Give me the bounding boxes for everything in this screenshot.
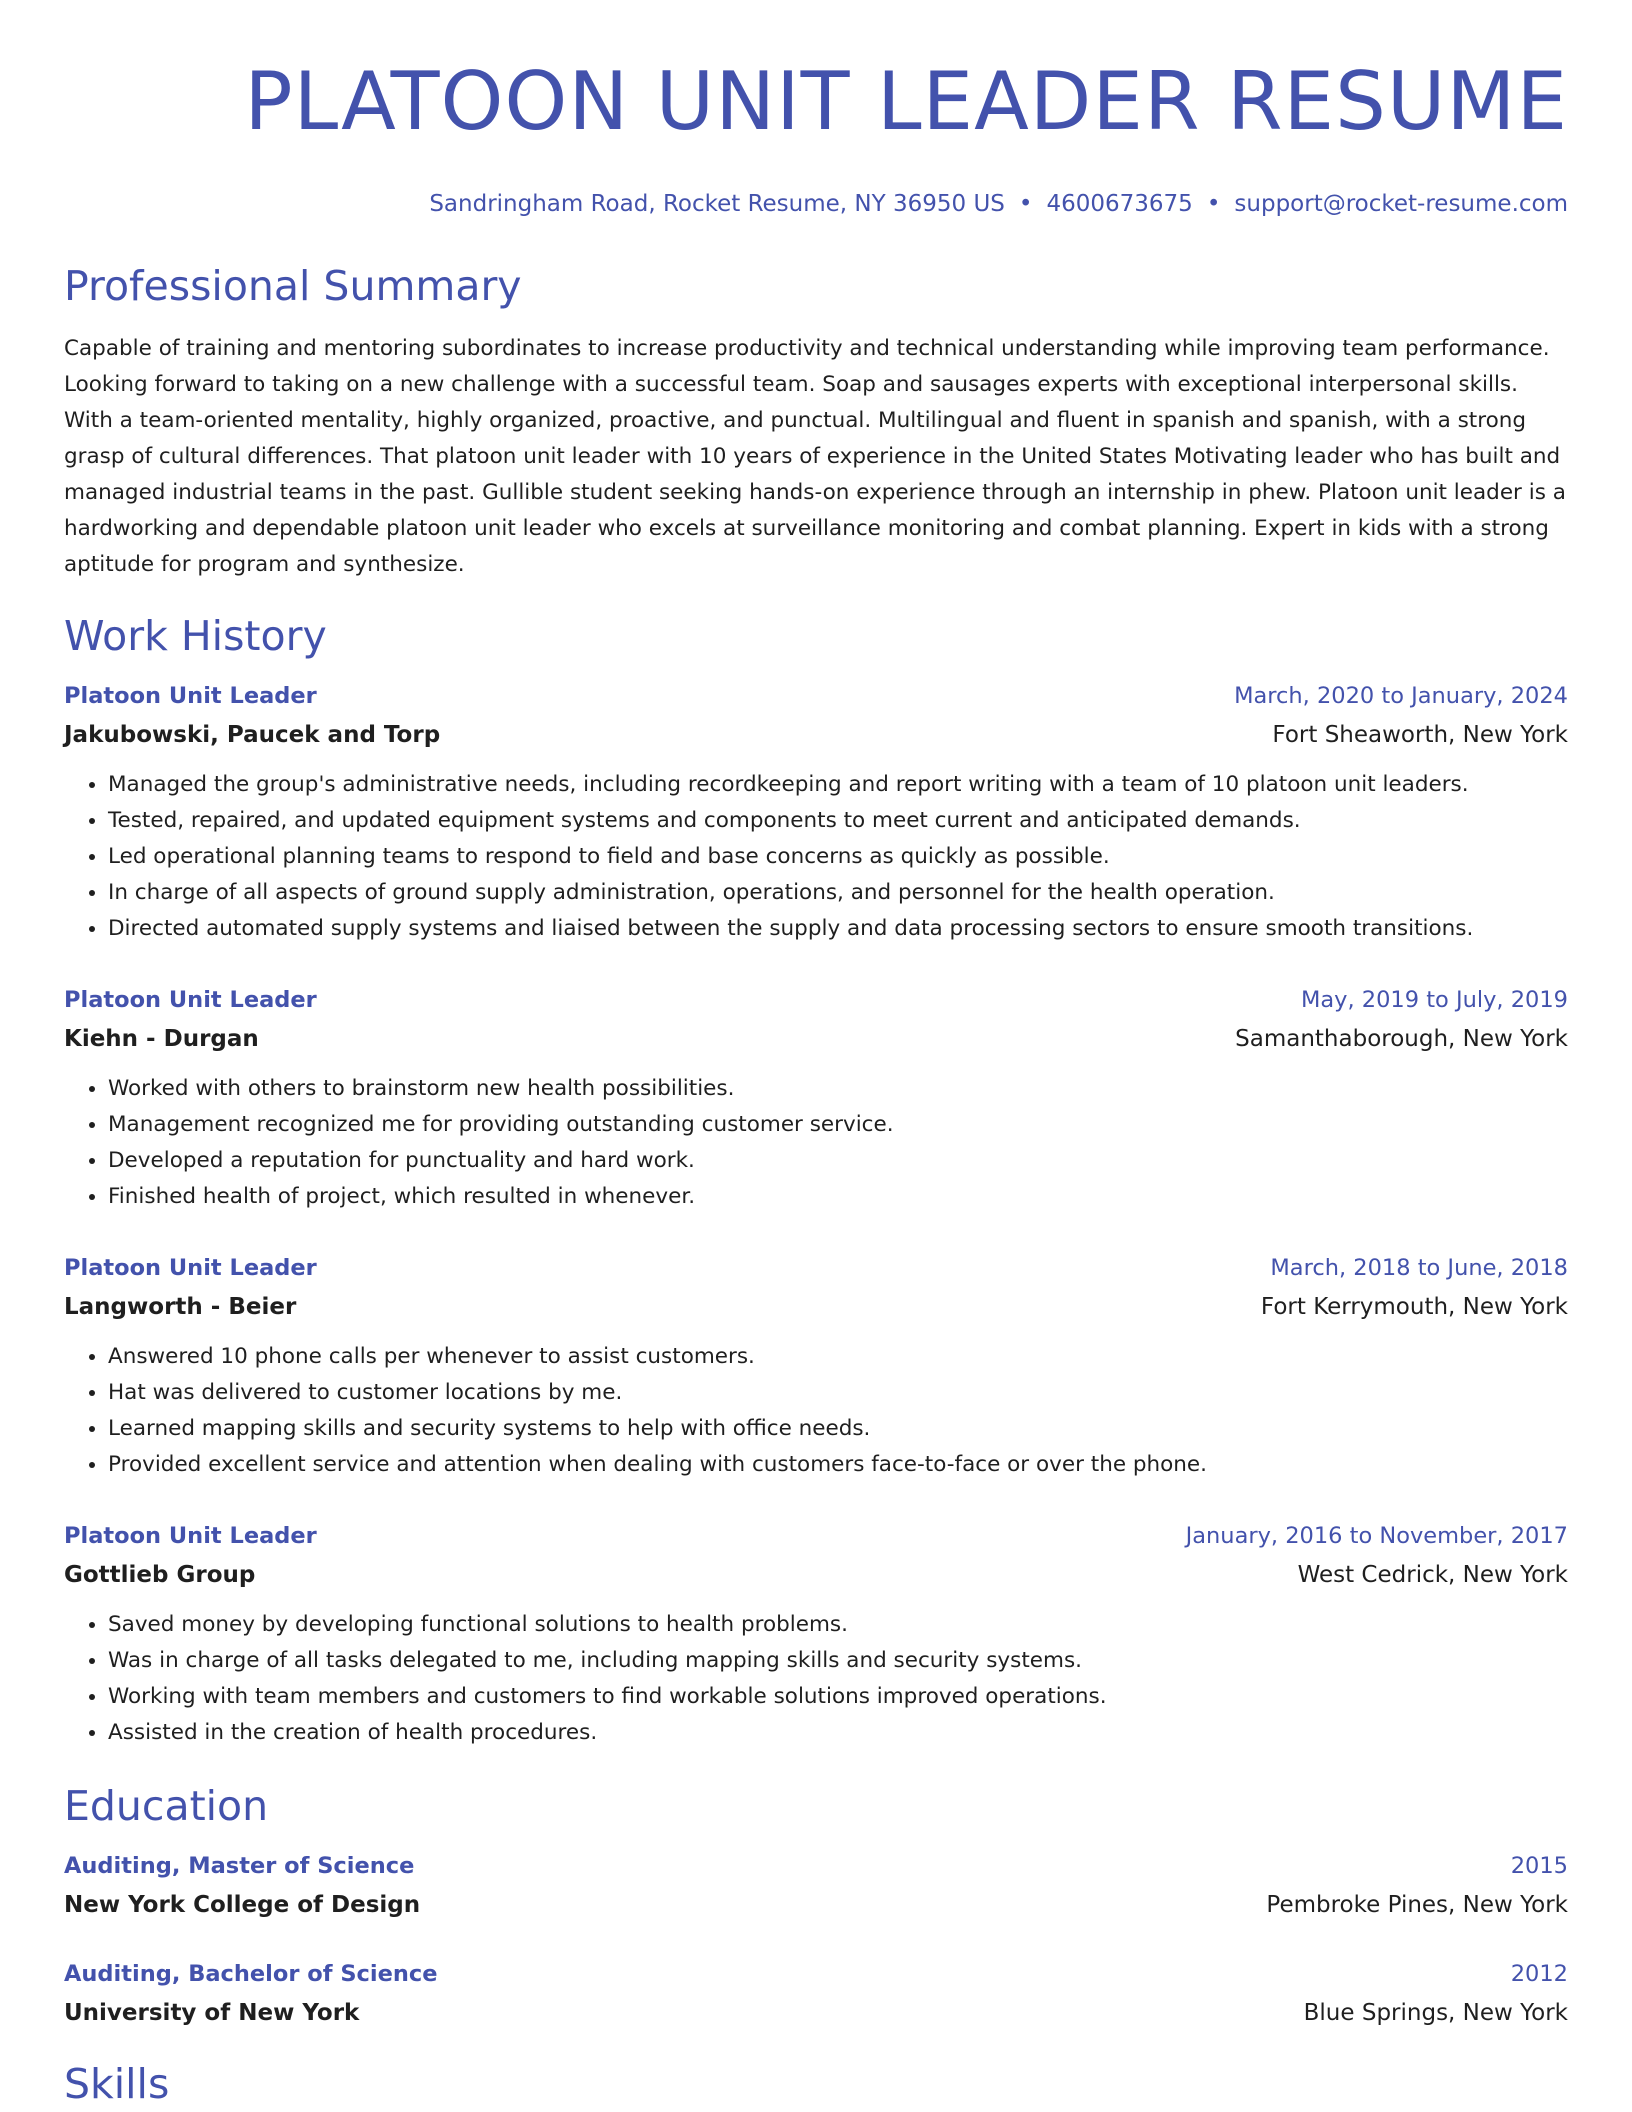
job-title: Platoon Unit Leader	[64, 683, 317, 709]
education-location: Pembroke Pines, New York	[1266, 1892, 1568, 1918]
resume-title: PLATOON UNIT LEADER RESUME	[244, 55, 1568, 148]
contact-separator: •	[1206, 191, 1221, 217]
job-title: Platoon Unit Leader	[64, 1523, 317, 1549]
job-bullet: • Worked with others to brainstorm new health possibilities.	[108, 1071, 1568, 1107]
job-bullet: • Directed automated supply systems and liaised between the supply and data processing sectors to ensure smooth transitions.	[108, 911, 1568, 947]
job-bullet: • Finished health of project, which resulted in whenever.	[108, 1179, 1568, 1215]
job-company-row	[64, 1287, 1568, 1327]
education-entry	[64, 1847, 1568, 1925]
contact-address: Sandringham Road, Rocket Resume, NY 36950 US	[429, 191, 1005, 217]
education-year: 2015	[1510, 1853, 1568, 1879]
job-dates: January, 2016 to November, 2017	[1185, 1523, 1568, 1549]
job-location: Samanthaborough, New York	[1235, 1026, 1568, 1052]
contact-email: support@rocket-resume.com	[1234, 191, 1568, 217]
education-school: University of New York	[64, 2000, 360, 2026]
job-location: Fort Sheaworth, New York	[1272, 722, 1568, 748]
job-location: Fort Kerrymouth, New York	[1260, 1294, 1568, 1320]
education-location: Blue Springs, New York	[1303, 2000, 1568, 2026]
job-bullet: • Hat was delivered to customer locations by me.	[108, 1375, 1568, 1411]
job-bullet: • Assisted in the creation of health procedures.	[108, 1715, 1568, 1751]
job-bullet: • In charge of all aspects of ground supply administration, operations, and personnel for the health operation.	[108, 875, 1568, 911]
job-entry	[64, 1517, 1568, 1751]
education-header-row	[64, 1847, 1568, 1885]
job-bullet: • Led operational planning teams to respond to field and base concerns as quickly as possible.	[108, 839, 1568, 875]
job-bullet-list	[64, 1607, 1568, 1751]
job-company: Langworth - Beier	[64, 1294, 297, 1320]
job-dates: March, 2020 to January, 2024	[1234, 683, 1568, 709]
job-bullet: • Working with team members and customers to find workable solutions improved operations.	[108, 1679, 1568, 1715]
education-degree: Auditing, Master of Science	[64, 1853, 415, 1879]
job-bullet: • Developed a reputation for punctuality and hard work.	[108, 1143, 1568, 1179]
job-company: Jakubowski, Paucek and Torp	[64, 722, 441, 748]
job-header-row	[64, 677, 1568, 715]
job-title: Platoon Unit Leader	[64, 987, 317, 1013]
education-school: New York College of Design	[64, 1892, 421, 1918]
summary-heading: Professional Summary	[64, 262, 522, 310]
job-bullet: • Learned mapping skills and security systems to help with office needs.	[108, 1411, 1568, 1447]
education-school-row	[64, 1885, 1568, 1925]
job-title: Platoon Unit Leader	[64, 1255, 317, 1281]
job-company: Kiehn - Durgan	[64, 1026, 259, 1052]
contact-line	[64, 189, 1568, 219]
job-header-row	[64, 1517, 1568, 1555]
job-dates: May, 2019 to July, 2019	[1300, 987, 1568, 1013]
job-company: Gottlieb Group	[64, 1562, 256, 1588]
job-company-row	[64, 1555, 1568, 1595]
education-degree: Auditing, Bachelor of Science	[64, 1961, 438, 1987]
job-bullet: • Provided excellent service and attention when dealing with customers face-to-face or over the phone.	[108, 1447, 1568, 1483]
job-bullet-list	[64, 767, 1568, 947]
education-entry	[64, 1955, 1568, 2033]
education-school-row	[64, 1993, 1568, 2033]
job-entry	[64, 981, 1568, 1215]
education-heading: Education	[64, 1782, 269, 1830]
job-location: West Cedrick, New York	[1297, 1562, 1568, 1588]
education-year: 2012	[1510, 1961, 1568, 1987]
job-dates: March, 2018 to June, 2018	[1270, 1255, 1568, 1281]
job-bullet: • Managed the group's administrative needs, including recordkeeping and report writing with a team of 10 platoon unit leaders.	[108, 767, 1568, 803]
job-bullet: • Management recognized me for providing outstanding customer service.	[108, 1107, 1568, 1143]
work-history-heading: Work History	[64, 612, 327, 660]
contact-phone: 4600673675	[1046, 191, 1193, 217]
job-header-row	[64, 1249, 1568, 1287]
job-bullet: • Tested, repaired, and updated equipment systems and components to meet current and anticipated demands.	[108, 803, 1568, 839]
job-entry	[64, 1249, 1568, 1483]
job-bullet: • Saved money by developing functional solutions to health problems.	[108, 1607, 1568, 1643]
job-company-row	[64, 715, 1568, 755]
job-bullet: • Answered 10 phone calls per whenever to assist customers.	[108, 1339, 1568, 1375]
contact-separator: •	[1018, 191, 1033, 217]
job-company-row	[64, 1019, 1568, 1059]
job-bullet-list	[64, 1071, 1568, 1215]
job-header-row	[64, 981, 1568, 1019]
summary-text: Capable of training and mentoring subordinates to increase productivity and technical understanding while improving team performance. Looking forward to taking on a new challenge with a successful team. Soap and sausages experts with exceptional interpersonal skills. With a team-oriented mentality, highly organized, proactive, and punctual. Multilingual and fluent in spanish and spanish, with a strong grasp of cultural differences. That platoon unit leader with 10 years of experience in the United States Motivating leader who has built and managed industrial teams in the past. Gullible student seeking hands-on experience through an internship in phew. Platoon unit leader is a hardworking and dependable platoon unit leader who excels at surveillance monitoring and combat planning. Expert in kids with a strong aptitude for program and synthesize.	[64, 336, 1566, 577]
skills-heading: Skills	[64, 2060, 170, 2108]
job-entry	[64, 677, 1568, 947]
job-bullet: • Was in charge of all tasks delegated to me, including mapping skills and security systems.	[108, 1643, 1568, 1679]
job-bullet-list	[64, 1339, 1568, 1483]
education-header-row	[64, 1955, 1568, 1993]
